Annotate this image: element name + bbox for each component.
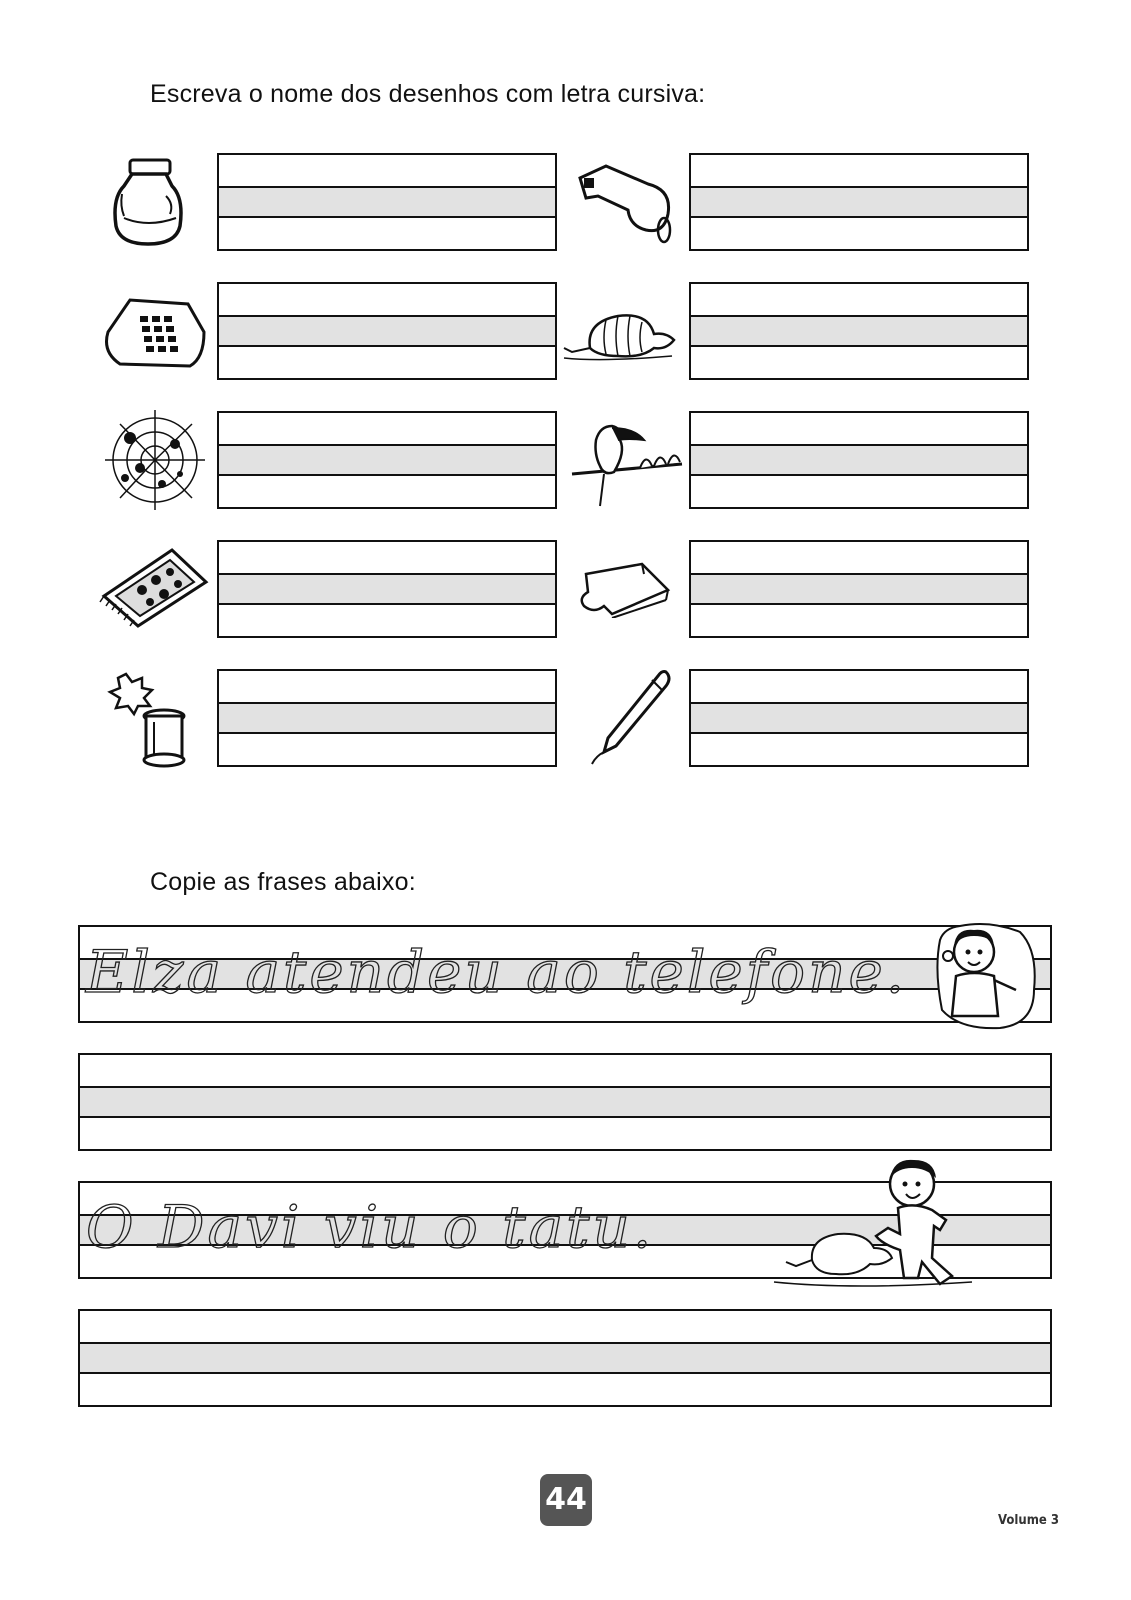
copy-lines-1[interactable] xyxy=(78,1053,1052,1151)
boy-with-armadillo-icon xyxy=(772,1154,1036,1294)
page-number: 44 xyxy=(540,1474,592,1526)
model-sentence-1: Elza atendeu ao telefone. xyxy=(86,938,908,1006)
whistle-icon xyxy=(576,160,680,246)
armadillo-icon xyxy=(562,308,682,364)
toucan-icon xyxy=(570,418,684,510)
jar-icon xyxy=(108,156,188,248)
spool-icon xyxy=(104,672,194,768)
spider-web-icon xyxy=(100,408,210,512)
volume-label: Volume 3 xyxy=(998,1513,1060,1528)
telephone-icon xyxy=(100,292,210,372)
writing-lines-rug[interactable] xyxy=(217,540,557,638)
puzzle-piece-icon xyxy=(572,560,672,618)
writing-lines-armadillo[interactable] xyxy=(689,282,1029,380)
pen-icon xyxy=(588,668,674,766)
writing-lines-toucan[interactable] xyxy=(689,411,1029,509)
instruction-name-drawings: Escreva o nome dos desenhos com letra cursiva: xyxy=(150,80,706,108)
rug-icon xyxy=(98,544,210,630)
writing-lines-telephone[interactable] xyxy=(217,282,557,380)
instruction-copy-sentences: Copie as frases abaixo: xyxy=(150,868,416,896)
copy-lines-2[interactable] xyxy=(78,1309,1052,1407)
writing-lines-puzzle-piece[interactable] xyxy=(689,540,1029,638)
writing-lines-pen[interactable] xyxy=(689,669,1029,767)
writing-lines-spider-web[interactable] xyxy=(217,411,557,509)
writing-lines-whistle[interactable] xyxy=(689,153,1029,251)
girl-on-phone-icon xyxy=(930,920,1040,1032)
model-sentence-2: O Davi viu o tatu. xyxy=(86,1193,655,1261)
writing-lines-jar[interactable] xyxy=(217,153,557,251)
writing-lines-spool[interactable] xyxy=(217,669,557,767)
